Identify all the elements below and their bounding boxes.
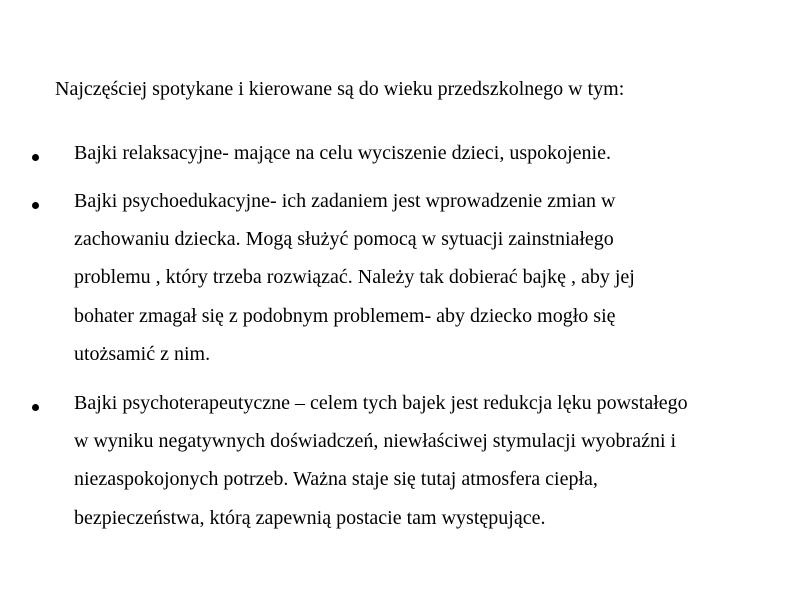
bullet-line: Bajki psychoedukacyjne- ich zadaniem jest wprowadzenie zmian w <box>74 190 616 212</box>
bullet-line: niezaspokojonych potrzeb. Ważna staje się tutaj atmosfera ciepła, <box>74 468 598 491</box>
bullet-line: problemu , który trzeba rozwiązać. Należy tak dobierać bajkę , aby jej <box>74 266 635 289</box>
bullet-line: bohater zmagał się z podobnym problemem- aby dziecko mogło się <box>74 304 616 327</box>
bullet-dot-icon <box>32 404 39 411</box>
bullet-dot-icon <box>32 202 39 209</box>
bullet-line: bezpieczeństwa, którą zapewnią postacie tam występujące. <box>74 506 546 529</box>
bullet-line: w wyniku negatywnych doświadczeń, niewłaściwej stymulacji wyobraźni i <box>74 430 677 453</box>
slide-heading: Najczęściej spotykane i kierowane są do wieku przedszkolnego w tym: <box>55 78 625 100</box>
bullet-text <box>74 182 764 373</box>
bullet-text <box>74 134 764 172</box>
bullet-line: Bajki psychoterapeutyczne – celem tych bajek jest redukcja lęku powstałego <box>74 392 688 414</box>
bullet-dot-icon <box>32 154 39 161</box>
bullet-line: Bajki relaksacyjne- mające na celu wyciszenie dzieci, uspokojenie. <box>74 142 611 164</box>
bullet-line: utożsamić z nim. <box>74 342 211 365</box>
bullet-line: zachowaniu dziecka. Mogą służyć pomocą w sytuacji zainstniałego <box>74 228 614 251</box>
bullet-text <box>74 384 764 537</box>
